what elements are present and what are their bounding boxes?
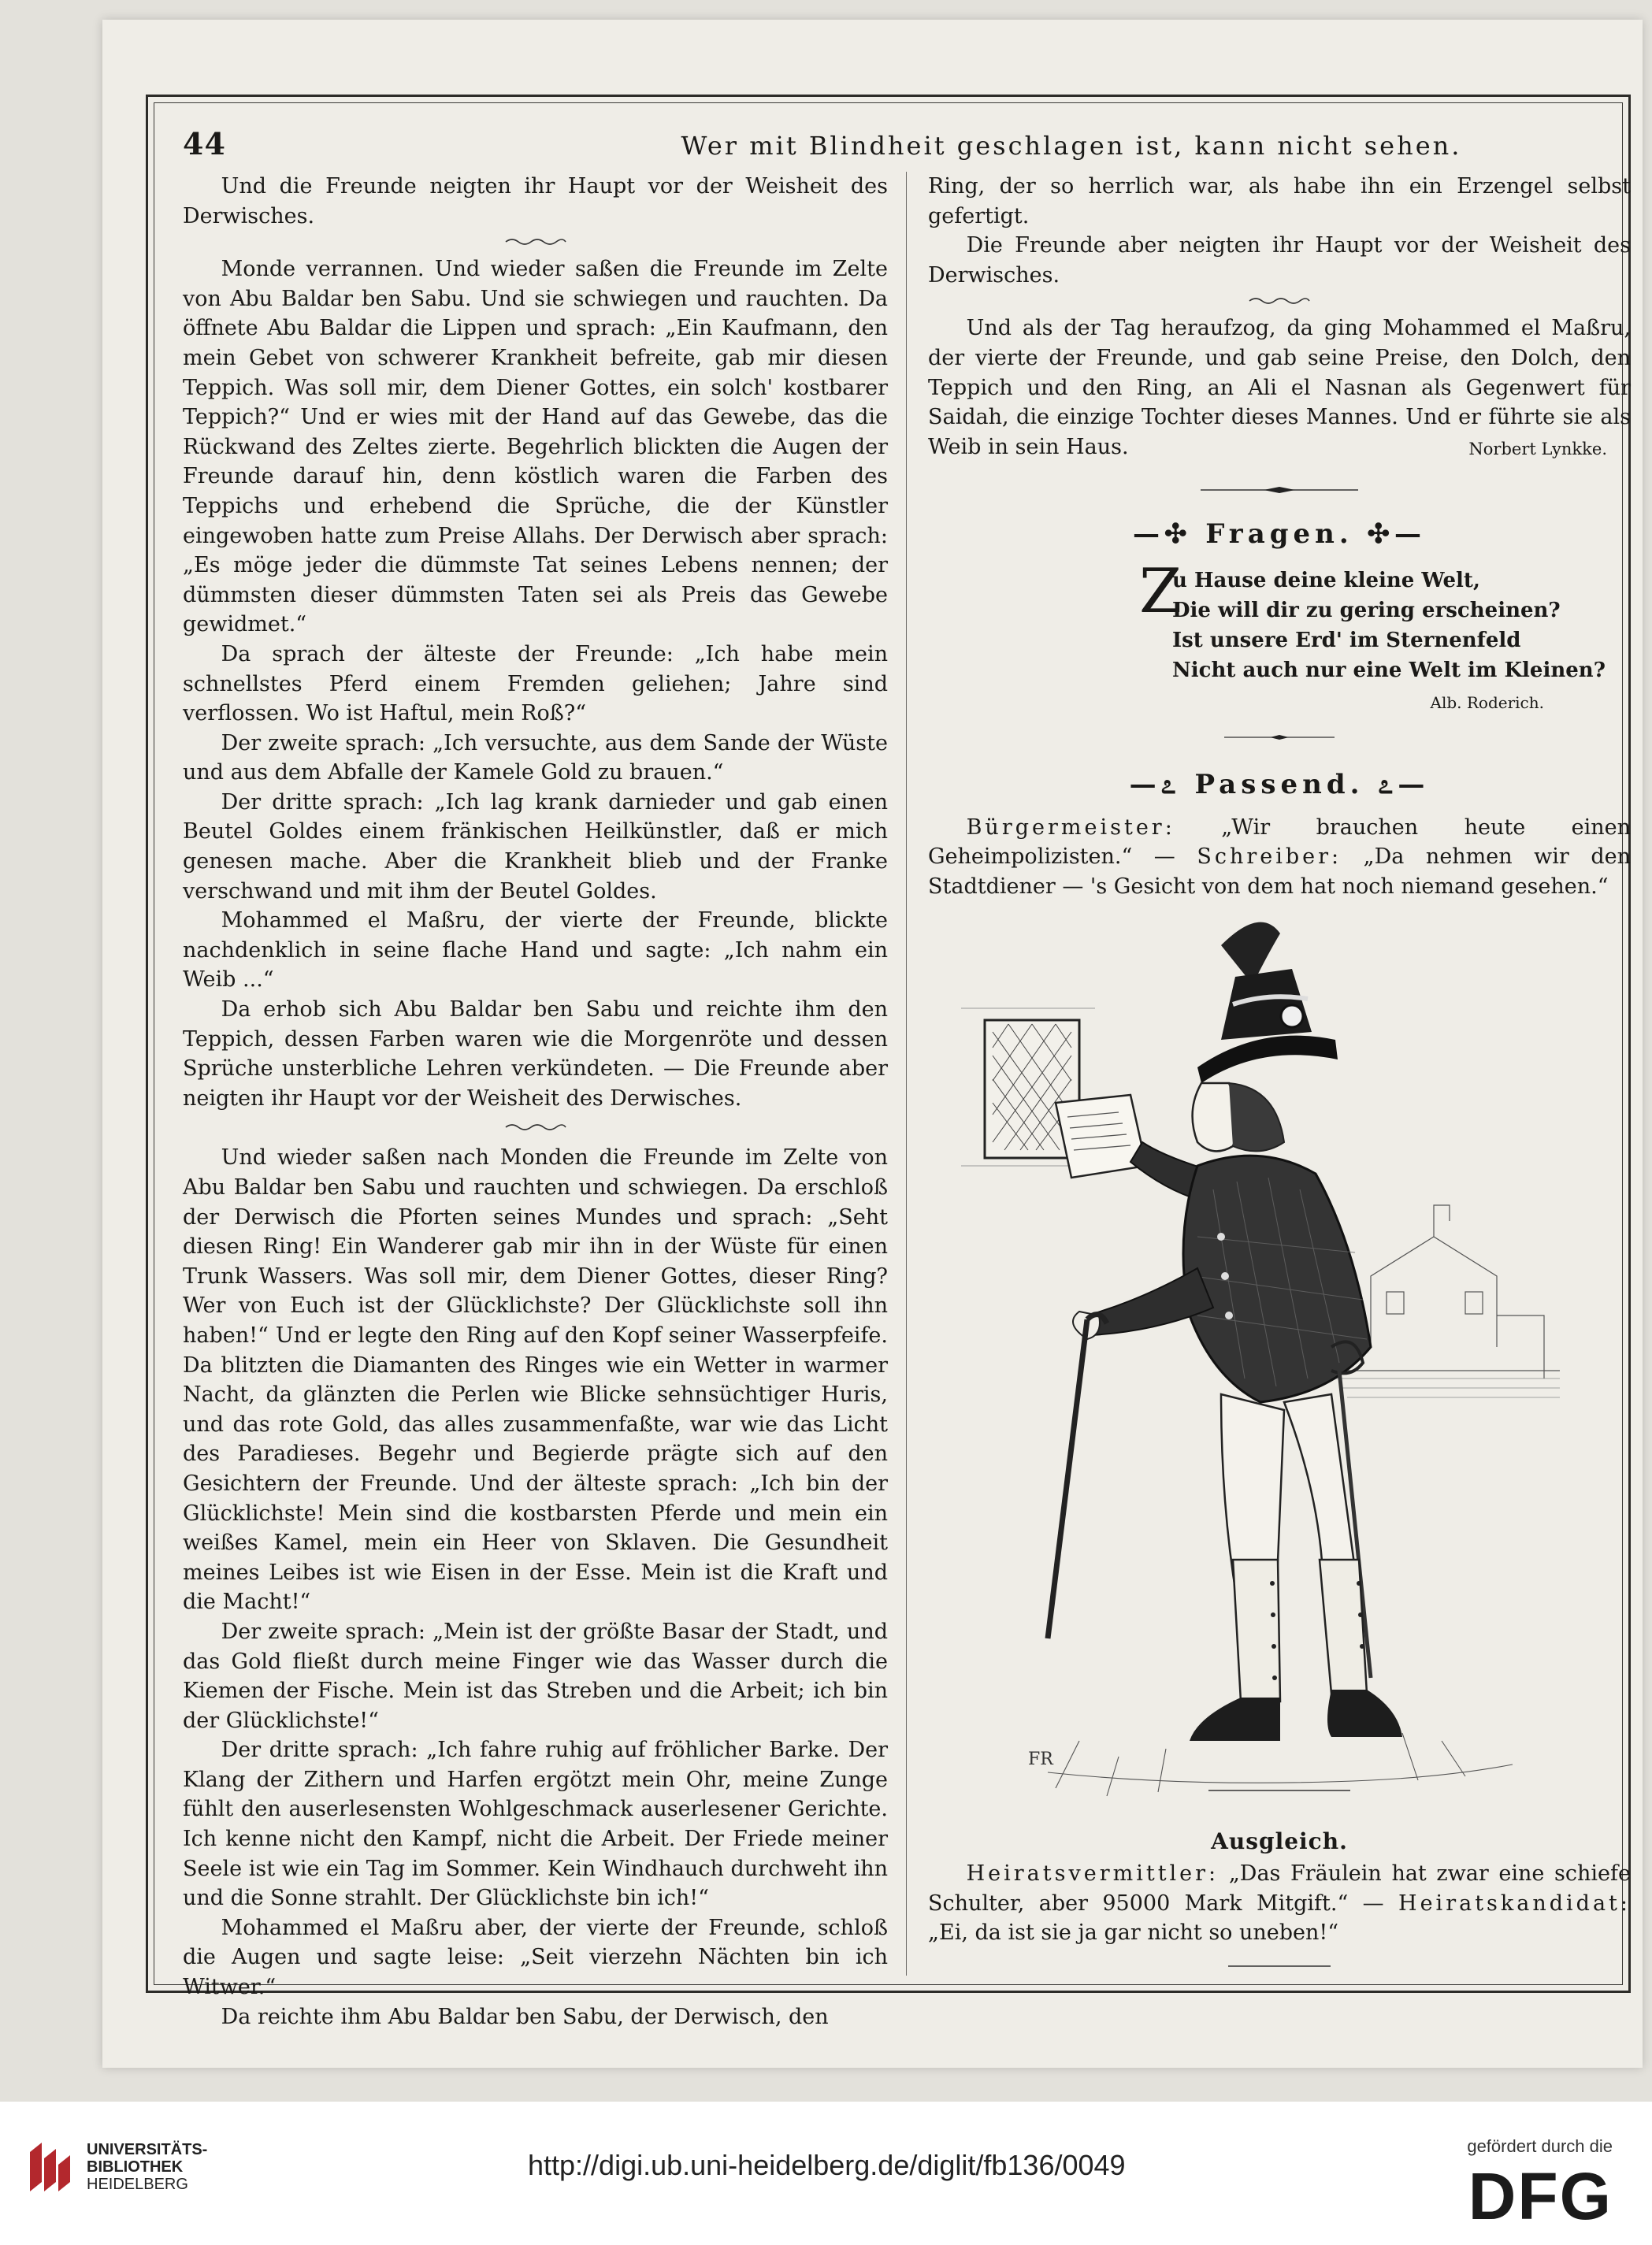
- permalink-url[interactable]: http://digi.ub.uni-heidelberg.de/diglit/fb136/0049: [528, 2149, 1126, 2181]
- speaker: Heiratsvermittler:: [966, 1861, 1220, 1886]
- section-title-passend: [928, 761, 1631, 808]
- funding-caption: gefördert durch die: [1467, 2136, 1613, 2156]
- section-title-ausgleich: Ausgleich.: [1211, 1828, 1348, 1854]
- dialogue-text: „Wir brauchen heute einen Geheimpolizisten.“ —: [928, 815, 1631, 870]
- dialogue-text: „Da nehmen wir den Stadtdiener — 's Gesicht von dem hat noch niemand gesehen.“: [928, 844, 1631, 899]
- paragraph: Monde verrannen. Und wieder saßen die Freunde im Zelte von Abu Baldar ben Sabu. Und sie schwiegen und rauchten. Da öffnete Abu Baldar die Lippen und sprach: „Ein Kaufmann, den mein Gebet von schwerer Krankheit befreite, gab mir diesen Teppich. Was soll mir, dem Diener Gottes, ein solch' kostbarer Teppich?“ Und er wies mit der Hand auf das Gewebe, das die Rückwand des Zeltes zierte. Begehrlich blickten die Augen der Freunde darauf hin, denn köstlich waren die Farben des Teppichs und erhebend die Sprüche, die der Künstler eingewoben hatte zum Preise Allahs. Der Derwisch aber sprach: „Es möge jeder die dümmste Tat seines Lebens nennen; der dümmsten dieser dümmsten Taten sei als Preis das Gewebe gewidmet.“: [183, 257, 888, 637]
- library-name: [87, 2141, 207, 2193]
- dialogue-text: „Ei, da ist sie ja gar nicht so uneben!“: [928, 1920, 1339, 1946]
- dialogue-text: „Das Fräulein hat zwar eine schiefe Schulter, aber 95000 Mark Mitgift.“ —: [928, 1861, 1631, 1916]
- paragraph: Und wieder saßen nach Monden die Freunde im Zelte von Abu Baldar ben Sabu und rauchten und schwiegen. Da erschloß der Derwisch die Pforten seines Mundes und sprach: „Seht diesen Ring! Ein Wanderer gab mir ihn in der Wüste für einen Trunk Wassers. Was soll mir, dem Diener Gottes, dieser Ring? Wer von Euch ist der Glücklichste? Der Glücklichste soll ihn haben!“ Und er legte den Ring auf den Kopf seiner Wasserpfeife. Da blitzten die Diamanten des Ringes wie ein Wetter in warmer Nacht, da glänzten die Perlen wie Blicke sehnsüchtiger Huris, und das rote Gold, das alles zusammenfaßte, war wie das Licht des Paradieses. Begehr und Begierde prägte sich auf den Gesichtern der Freunde. Und der älteste sprach: „Ich bin der Glücklichste! Mein sind die kostbarsten Pferde und mein ein weißes Kamel, mein ein Heer von Sklaven. Die Gesundheit meines Leibes ist wie Eisen in der Esse. Mein ist die Kraft und die Macht!“: [183, 1145, 888, 1615]
- digitization-footer: [0, 2102, 1652, 2245]
- paragraph: Ring, der so herrlich war, als habe ihn ein Erzengel selbst gefertigt.: [928, 174, 1631, 228]
- scroll-right-icon: ೭—: [1364, 768, 1430, 800]
- paragraph: Der zweite sprach: „Ich versuchte, aus dem Sande der Wüste und aus dem Abfalle der Kamele Gold zu brauen.“: [183, 730, 888, 785]
- flourish-right-icon: ✣—: [1353, 518, 1427, 550]
- flourish-left-icon: —✣: [1132, 518, 1206, 550]
- squiggle-ornament: [183, 1113, 888, 1143]
- right-column: [928, 172, 1631, 901]
- poem: [1139, 555, 1631, 685]
- speaker: Heiratskandidat:: [1398, 1891, 1631, 1916]
- paragraph: Da reichte ihm Abu Baldar ben Sabu, der Derwisch, den: [221, 2004, 829, 2029]
- poem-line: Ist unsere Erd' im Sternenfeld: [1172, 628, 1521, 652]
- library-name-line: UNIVERSITÄTS-: [87, 2141, 208, 2158]
- dialogue-paragraph: [928, 1859, 1631, 1948]
- poem-author: Alb. Roderich.: [1430, 692, 1544, 712]
- poem-title-text: Fragen.: [1205, 518, 1353, 550]
- paragraph: Der dritte sprach: „Ich lag krank darnieder und gab einen Beutel Goldes einem fränkischen Heilkünstler, daß er mich genesen mache. Aber die Krankheit blieb und der Franke verschwand und mit ihm der Beutel Goldes.: [183, 789, 888, 904]
- library-name-line: HEIDELBERG: [87, 2176, 188, 2193]
- paragraph: Da sprach der älteste der Freunde: „Ich habe mein schnellstes Pferd einem Fremden geliehen; Jahre sind verflossen. Wo ist Haftul, mein Roß?“: [183, 641, 888, 726]
- spacer: [928, 465, 1631, 485]
- speaker: Schreiber:: [1197, 844, 1342, 870]
- divider-rule: [1224, 733, 1335, 742]
- section-title-text: Passend.: [1194, 768, 1364, 800]
- left-column: [183, 172, 888, 2032]
- scroll-left-icon: —೭: [1129, 768, 1195, 800]
- library-name-line: BIBLIOTHEK: [87, 2158, 184, 2176]
- running-head: Wer mit Blindheit geschlagen ist, kann nicht sehen.: [681, 131, 1462, 161]
- squiggle-ornament: [183, 231, 888, 254]
- paragraph: Die Freunde aber neigten ihr Haupt vor der Weisheit des Derwisches.: [928, 233, 1631, 288]
- poem-line: Nicht auch nur eine Welt im Kleinen?: [1172, 658, 1606, 682]
- speaker: Bürgermeister:: [966, 815, 1175, 840]
- paragraph: Da erhob sich Abu Baldar ben Sabu und reichte ihm den Teppich, dessen Farben waren wie die Morgenröte und dessen Sprüche unsterbliche Lehren verkündeten. — Die Freunde aber neigten ihr Haupt vor der Weisheit des Derwisches.: [183, 997, 888, 1111]
- library-logo-icon: [22, 2136, 77, 2199]
- divider-rule: [1201, 485, 1358, 495]
- paragraph: Der dritte sprach: „Ich fahre ruhig auf fröhlicher Barke. Der Klang der Zithern und Harfen ergötzt mein Ohr, meine Zunge fühlt den auserlesensten Wohlgeschmack auserlesener Gerichte. Ich kenne nicht den Kampf, nicht die Arbeit. Der Friede meiner Seele ist wie ein Tag im Sommer. Kein Windhauch durchweht ihn und die Sonne strahlt. Der Glücklichste bin ich!“: [183, 1738, 888, 1911]
- paragraph: Mohammed el Maßru aber, der vierte der Freunde, schloß die Augen und sagte leise: „Seit vierzehn Nächten bin ich Witwer.“: [183, 1915, 888, 2000]
- paragraph: Der zweite sprach: „Mein ist der größte Basar der Stadt, und das Gold fließt durch meine Finger wie das Wasser durch die Kiemen der Fische. Mein ist das Streben und die Arbeit; ich bin der Glücklichste!“: [183, 1619, 888, 1733]
- paragraph: Und die Freunde neigten ihr Haupt vor der Weisheit des Derwisches.: [183, 174, 888, 228]
- drop-capital: Z: [1139, 555, 1182, 627]
- column-divider: [906, 172, 907, 1976]
- wave-icon: [504, 236, 567, 247]
- artist-signature: FR: [1028, 1750, 1053, 1769]
- poem-title: [928, 510, 1631, 558]
- policeman-illustration: [961, 906, 1560, 1835]
- paragraph: Und als der Tag heraufzog, da ging Mohammed el Maßru, der vierte der Freunde, und gab seine Preise, den Dolch, den Teppich und den Ring, an Ali el Nasnan als Gegenwert für Saidah, die einzige Tochter dieses Mannes. Und er führte sie als Weib in sein Haus.: [928, 316, 1631, 459]
- squiggle-ornament: [928, 290, 1631, 314]
- wave-icon: [504, 1122, 567, 1133]
- divider-rule: [1228, 1964, 1331, 1969]
- dialogue-paragraph: [928, 813, 1631, 902]
- author-signature: Norbert Lynkke.: [1468, 440, 1607, 459]
- poem-line: u Hause deine kleine Welt,: [1172, 568, 1480, 592]
- dfg-logo: DFG: [1468, 2159, 1613, 2233]
- wave-icon: [1248, 295, 1311, 306]
- page-number: 44: [183, 126, 226, 161]
- poem-line: Die will dir zu gering erscheinen?: [1172, 598, 1561, 622]
- right-column-bottom: [928, 1788, 1631, 1969]
- paragraph: Mohammed el Maßru, der vierte der Freunde, blickte nachdenklich in seine flache Hand und sagte: „Ich nahm ein Weib ...“: [183, 908, 888, 993]
